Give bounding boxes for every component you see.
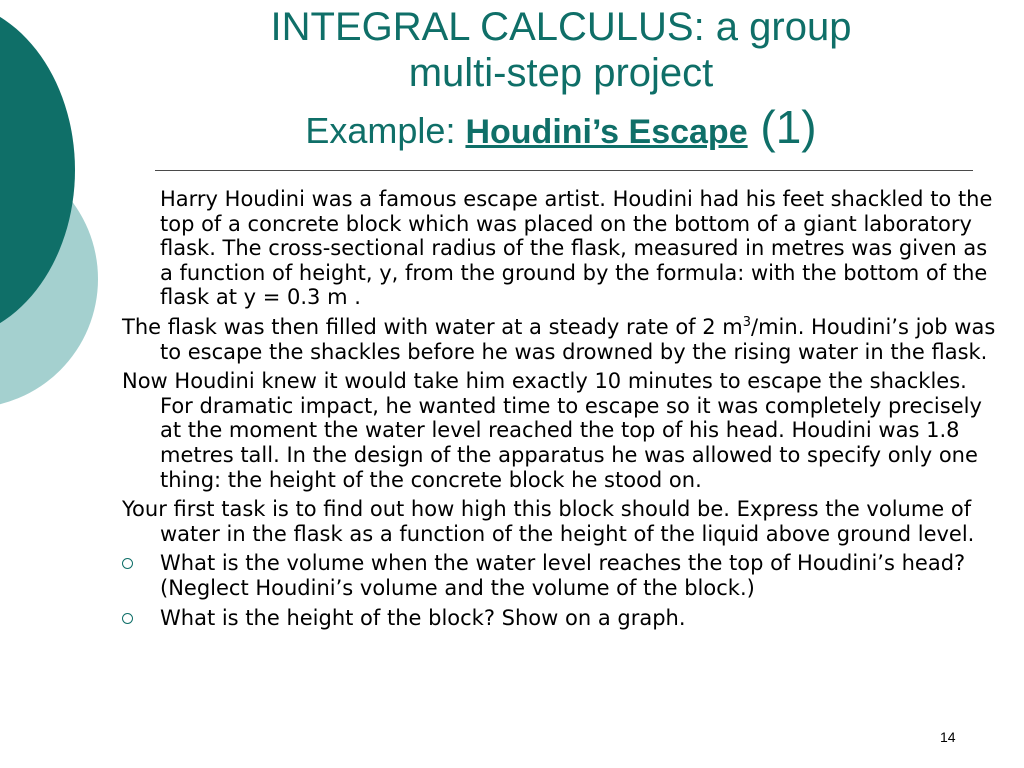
slide-title	[150, 4, 972, 170]
title-example-highlight: Houdini’s Escape	[465, 113, 748, 151]
question-2-text: What is the height of the block? Show on a graph.	[160, 605, 686, 630]
title-line-1: INTEGRAL CALCULUS: a group	[270, 5, 852, 49]
flow-rate-exponent: 3	[742, 314, 752, 330]
question-bullet-1	[122, 551, 1002, 600]
flow-rate-paragraph	[122, 315, 1002, 364]
question-bullet-2	[122, 606, 1002, 631]
hollow-circle-bullet-icon	[122, 613, 133, 624]
intro-paragraph: Harry Houdini was a famous escape artist. Houdini had his feet shackled to the top of a concrete block which was placed on the bottom of a giant laboratory flask. The cross-sectional radius of the flask, measured in metres was given as a function of height, y, from the ground by the formula: with the bottom of the flask at y = 0.3 m .	[160, 187, 993, 310]
flow-rate-text-before: The flask was then filled with water at a steady rate of 2 m	[122, 314, 743, 339]
title-line-3	[150, 98, 972, 161]
task-paragraph: Your first task is to find out how high this block should be. Express the volume of water in the flask as a function of the height of the liquid above ground level.	[122, 497, 975, 546]
title-example-prefix: Example:	[305, 110, 466, 151]
title-line-2: multi-step project	[408, 51, 714, 95]
hollow-circle-bullet-icon	[122, 558, 133, 569]
slide-body	[122, 187, 1002, 635]
question-1-text: What is the volume when the water level reaches the top of Houdini’s head? (Neglect Houdini’s volume and the volume of the block.)	[160, 551, 966, 600]
title-example-suffix: (1)	[747, 101, 817, 153]
page-number: 14	[940, 729, 956, 745]
escape-time-paragraph: Now Houdini knew it would take him exactly 10 minutes to escape the shackles. For dramatic impact, he wanted time to escape so it was completely precisely at the moment the water level reached the top of his head. Houdini was 1.8 metres tall. In the design of the apparatus he was allowed to specify only one thing: the height of the concrete block he stood on.	[122, 369, 982, 492]
title-divider	[155, 170, 973, 171]
flow-rate-text-after: /min. Houdini’s job was to escape the shackles before he was drowned by the rising water in the flask.	[160, 314, 996, 364]
